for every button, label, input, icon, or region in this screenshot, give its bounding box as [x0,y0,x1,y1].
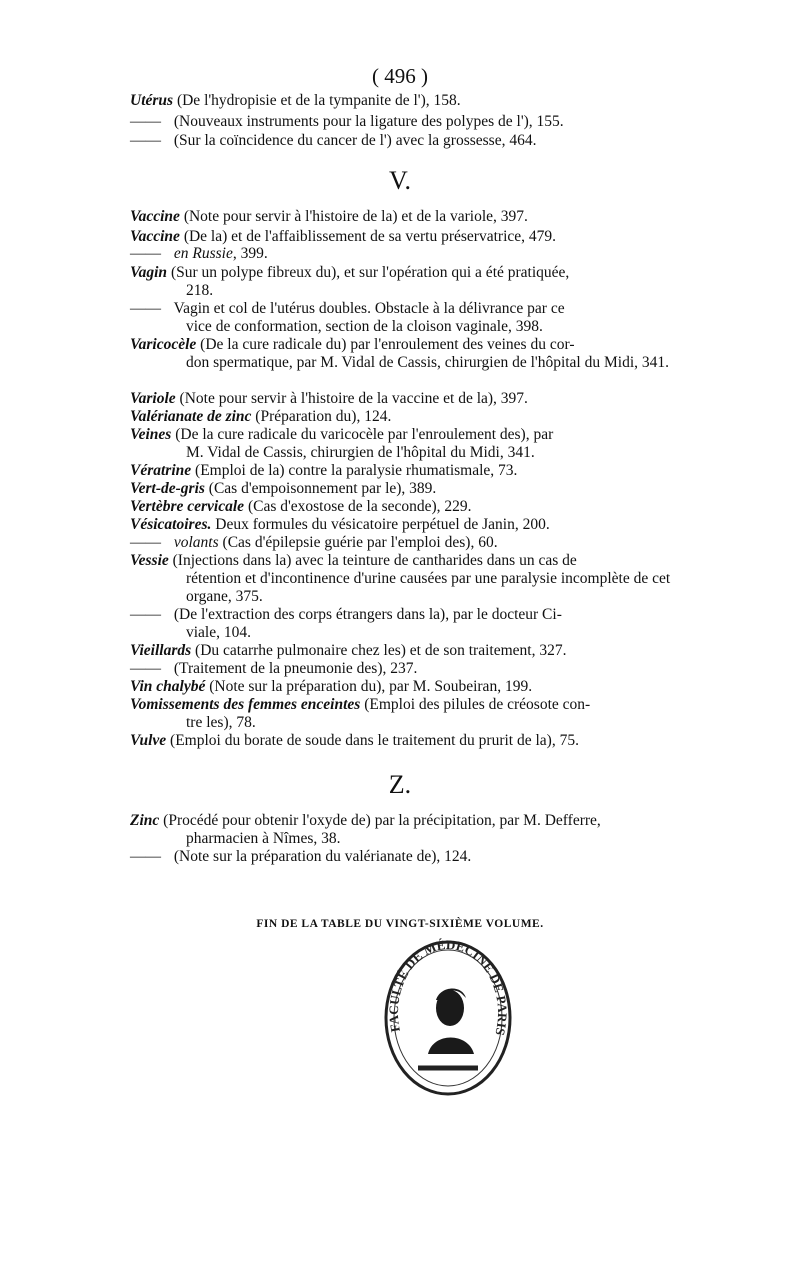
entry-text: (Nouveaux instruments pour la ligature des polypes de l'), 155. [170,113,564,130]
entry-text: (Note pour servir à l'histoire de la vaccine et de la), 397. [175,390,528,407]
section-letter-z: Z. [388,770,412,799]
entry-headword: Vaccine [130,228,180,245]
stamp-portrait [428,988,474,1054]
entry-text: (Traitement de la pneumonie des), 237. [170,660,418,677]
entry-headword: Vieillards [130,642,192,659]
stamp-text: FACULTÉ DE MÉDECINE DE PARIS [385,936,511,1037]
entry-dash: —— [130,132,161,149]
index-entry [130,408,678,426]
index-entry [130,228,678,246]
entry-headword: Varicocèle [130,336,197,353]
entry-headword: Vomissements des femmes enceintes [130,696,361,713]
entry-text: (Injections dans la) avec la teinture de cantharides dans un cas de [168,552,577,569]
entry-continuation: 218. [186,282,214,299]
entry-text: , 399. [232,245,268,262]
entry-headword: Vert-de-gris [130,480,205,497]
entry-headword: Valérianate de zinc [130,408,252,425]
entry-subhead: en Russie [170,245,233,262]
entry-headword: Utérus [130,92,174,109]
entry-continuation: vice de conformation, section de la cloison vaginale, 398. [186,318,543,335]
entry-text: (Note sur la préparation du), par M. Soubeiran, 199. [205,678,533,695]
entry-headword: Vin chalybé [130,678,206,695]
entry-text: (Note pour servir à l'histoire de la) et de la variole, 397. [179,208,528,225]
entry-continuation: pharmacien à Nîmes, 38. [186,830,341,847]
index-entry [130,426,678,462]
entry-dash: —— [130,300,161,317]
entry-continuation: rétention et d'incontinence d'urine causées par une paralysie incomplète de cet organe, 375. [186,570,671,605]
entry-text: (Préparation du), 124. [251,408,392,425]
entry-text: (Emploi du borate de soude dans le traitement du prurit de la), 75. [166,732,579,749]
index-entry [130,606,678,642]
index-entry [130,678,678,696]
entry-continuation: don spermatique, par M. Vidal de Cassis, chirurgien de l'hôpital du Midi, 341. [186,354,670,371]
entry-text: (De l'hydropisie et de la tympanite de l'), 158. [173,92,461,109]
entry-dash: —— [130,113,161,130]
index-entry [130,498,678,516]
entry-headword: Vésicatoires. [130,516,212,533]
index-entry [130,390,678,408]
entry-dash: —— [130,848,161,865]
index-entry [130,300,678,336]
entry-text: (Procédé pour obtenir l'oxyde de) par la précipitation, par M. Defferre, [159,812,601,829]
index-entry [130,660,678,678]
index-entry [130,696,678,732]
entry-headword: Vessie [130,552,169,569]
entry-text: (Cas d'empoisonnement par le), 389. [204,480,437,497]
entry-text: (Sur un polype fibreux du), et sur l'opération qui a été pratiquée, [167,264,570,281]
entry-headword: Vératrine [130,462,192,479]
entry-text: (Sur la coïncidence du cancer de l') avec la grossesse, 464. [170,132,537,149]
entry-dash: —— [130,606,161,623]
index-entry [130,552,678,606]
index-entry [130,812,678,848]
entry-headword: Vaccine [130,208,180,225]
entry-text: (De la cure radicale du) par l'enroulement des veines du cor- [196,336,575,353]
entry-headword: Vagin [130,264,168,281]
entry-headword: Zinc [130,812,160,829]
index-entry [130,264,678,300]
entry-dash: —— [130,245,161,262]
index-entry [130,113,678,131]
entry-continuation: M. Vidal de Cassis, chirurgien de l'hôpital du Midi, 341. [186,444,535,461]
end-of-table-note: FIN DE LA TABLE DU VINGT-SIXIÈME VOLUME. [256,918,544,930]
entry-text: (Cas d'exostose de la seconde), 229. [244,498,472,515]
entry-headword: Veines [130,426,172,443]
entry-text: Deux formules du vésicatoire perpétuel de Janin, 200. [211,516,550,533]
entry-dash: —— [130,660,161,677]
index-entry [130,732,678,750]
entry-text: (Emploi de la) contre la paralysie rhumatismale, 73. [191,462,518,479]
index-entry [130,208,678,226]
page-number: ( 496 ) [372,64,428,88]
index-entry [130,642,678,660]
entry-text: Vagin et col de l'utérus doubles. Obstacle à la délivrance par ce [170,300,565,317]
section-letter-v: V. [389,166,411,195]
entry-text: (De la cure radicale du varicocèle par l'enroulement des), par [171,426,554,443]
entry-text: (De l'extraction des corps étrangers dans la), par le docteur Ci- [170,606,562,623]
index-entry [130,516,678,534]
entry-text: (Cas d'épilepsie guérie par l'emploi des), 60. [218,534,498,551]
entry-text: (Emploi des pilules de créosote con- [360,696,591,713]
entry-text: (Du catarrhe pulmonaire chez les) et de son traitement, 327. [191,642,567,659]
index-entry [130,480,678,498]
entry-text: (De la) et de l'affaiblissement de sa vertu préservatrice, 479. [179,228,557,245]
index-entry [130,336,678,372]
entry-dash: —— [130,534,161,551]
entry-headword: Vertèbre cervicale [130,498,245,515]
index-entry [130,462,678,480]
index-entry [130,132,678,150]
entry-headword: Vulve [130,732,167,749]
entry-continuation: tre les), 78. [186,714,256,731]
library-stamp [378,936,518,1096]
entry-headword: Variole [130,390,176,407]
entry-continuation: viale, 104. [186,624,251,641]
entry-subhead: volants [170,534,219,551]
index-entry [130,92,678,110]
index-entry [130,848,678,866]
entry-text: (Note sur la préparation du valérianate de), 124. [170,848,472,865]
index-entry [130,245,678,263]
index-entry [130,534,678,552]
